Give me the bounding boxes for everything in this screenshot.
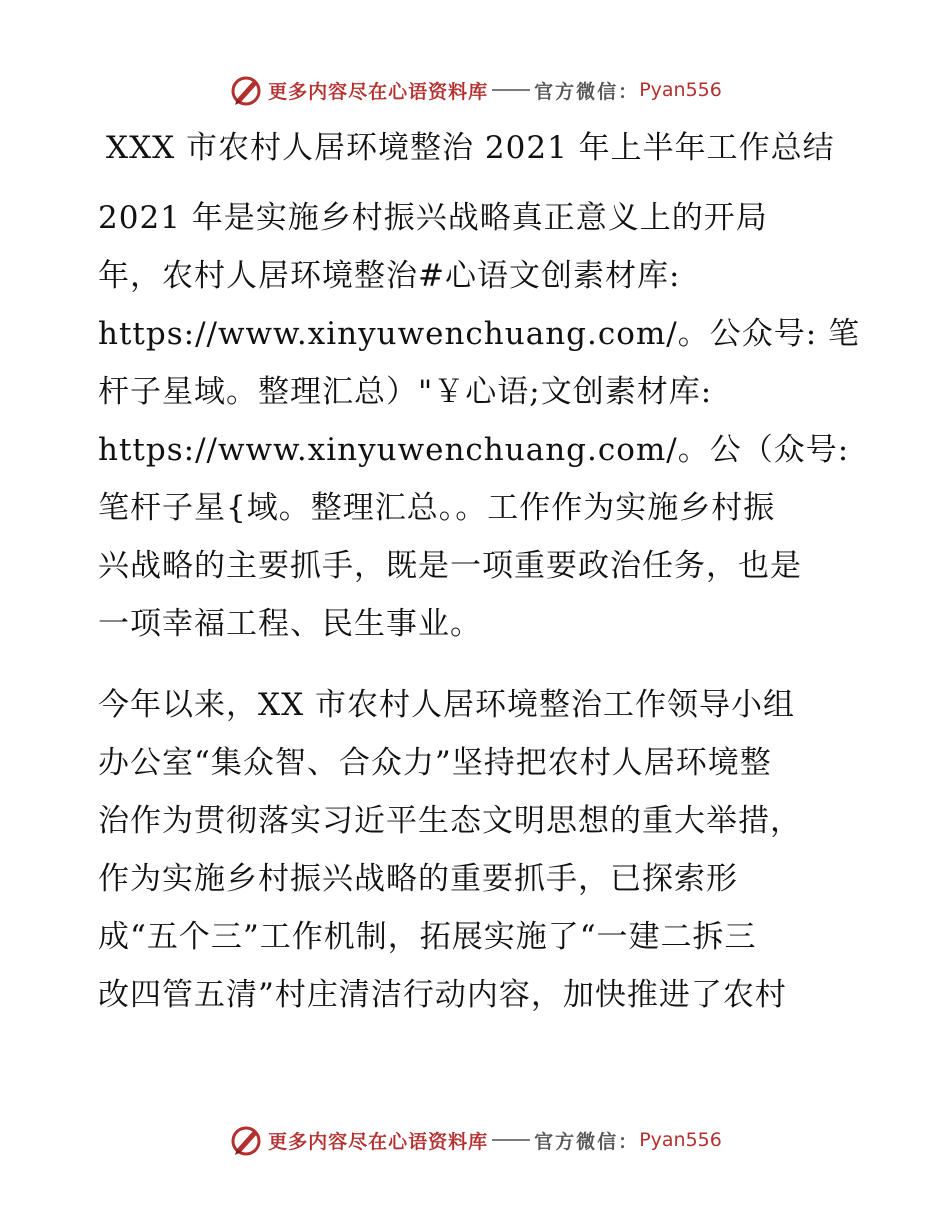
text-line: https://www.xinyuwenchuang.com/。公（众号: [98,432,850,468]
wechat-id: Pyan556 [639,79,722,101]
text-line: 改四管五清”村庄清洁行动内容，加快推进了农村 [98,977,787,1013]
wechat-id: Pyan556 [639,1129,722,1151]
text-line: 成“五个三”工作机制，拓展实施了“一建二拆三 [98,919,757,955]
banner-text: 更多内容尽在心语资料库 [268,80,489,103]
paragraph-1 [98,189,861,653]
text-line: 2021 年是实施乡村振兴战略真正意义上的开局 [98,200,768,236]
document-title: XXX 市农村人居环境整治 2021 年上半年工作总结 [106,130,835,166]
banner-divider [492,1139,530,1141]
text-line: 年，农村人居环境整治#心语文创素材库: [98,258,681,294]
text-line: 兴战略的主要抓手，既是一项重要政治任务，也是 [98,548,802,584]
pen-logo-icon [228,72,264,108]
text-line: 办公室“集众智、合众力”坚持把农村人居环境整 [98,745,772,781]
text-line: https://www.xinyuwenchuang.com/。公众号: 笔 [98,316,861,352]
banner-divider [492,89,530,91]
footer-banner [0,1120,950,1160]
banner-text: 更多内容尽在心语资料库 [268,1130,489,1153]
paragraph-2 [98,676,858,1024]
text-line: 今年以来，XX 市农村人居环境整治工作领导小组 [98,687,795,723]
wechat-label: 官方微信： [534,80,640,103]
text-line: 作为实施乡村振兴战略的重要抓手，已探索形 [98,861,738,897]
text-line: 笔杆子星{域。整理汇总。。工作作为实施乡村振 [98,490,776,526]
wechat-label: 官方微信： [534,1130,640,1153]
pen-logo-icon [228,1122,264,1158]
text-line: 治作为贯彻落实习近平生态文明思想的重大举措， [98,803,802,839]
text-line: 一项幸福工程、民生事业。 [98,606,482,642]
header-banner [0,70,950,110]
text-line: 杆子星域。整理汇总）"￥心语;文创素材库: [98,374,713,410]
